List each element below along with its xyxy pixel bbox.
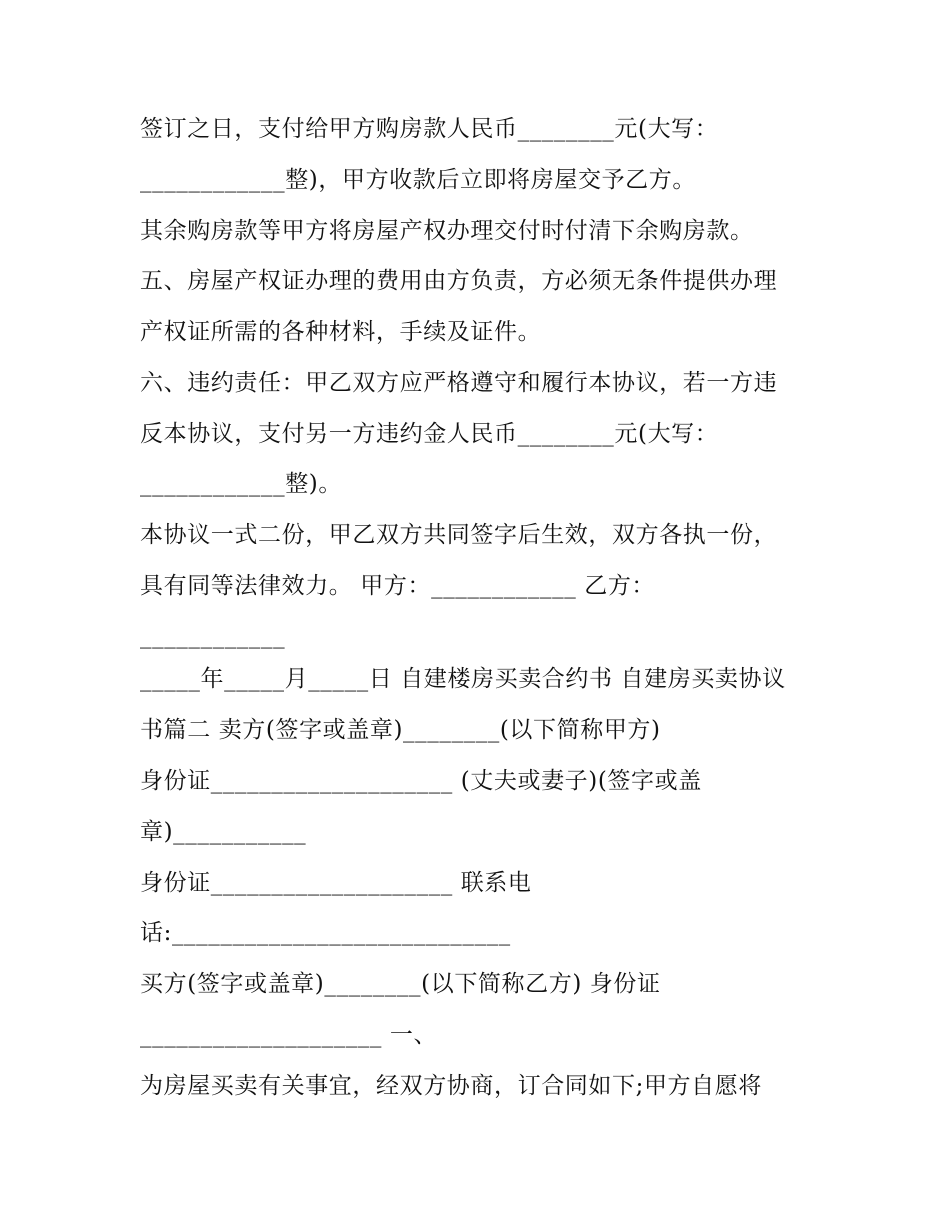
text-line: 话:____________________________ [140, 920, 511, 946]
text-line: 本协议一式二份，甲乙双方共同签字后生效，双方各执一份， [140, 522, 778, 548]
text-line: ____________整)，甲方收款后立即将房屋交予乙方。 [140, 167, 696, 193]
text-line: 书篇二 卖方(签字或盖章)________(以下简称甲方) [140, 717, 661, 743]
text-line: 身份证____________________ 联系电 [140, 870, 532, 896]
text-line: 买方(签字或盖章)________(以下简称乙方) 身份证 [140, 971, 661, 997]
text-line: 其余购房款等甲方将房屋产权办理交付时付清下余购房款。 [140, 218, 754, 244]
text-line: ____________________ 一、 [140, 1022, 438, 1048]
text-line: 具有同等法律效力。 甲方：____________ 乙方： [140, 573, 656, 599]
text-line: _____年_____月_____日 自建楼房买卖合约书 自建房买卖协议 [140, 666, 786, 692]
text-line: 反本协议，支付另一方违约金人民币________元(大写： [140, 421, 719, 447]
text-line: 身份证____________________ (丈夫或妻子)(签字或盖 [140, 768, 702, 794]
text-line: 五、房屋产权证办理的费用由方负责，方必须无条件提供办理 [140, 268, 778, 294]
text-line: 签订之日，支付给甲方购房款人民币________元(大写： [140, 116, 719, 142]
text-line: 章)___________ [140, 819, 307, 845]
text-line: ____________ [140, 623, 286, 649]
text-line: 为房屋买卖有关事宜，经双方协商，订合同如下;甲方自愿将 [140, 1073, 762, 1099]
text-line: 产权证所需的各种材料，手续及证件。 [140, 319, 542, 345]
text-line: 六、违约责任：甲乙双方应严格遵守和履行本协议，若一方违 [140, 370, 778, 396]
text-line: ____________整)。 [140, 471, 342, 497]
